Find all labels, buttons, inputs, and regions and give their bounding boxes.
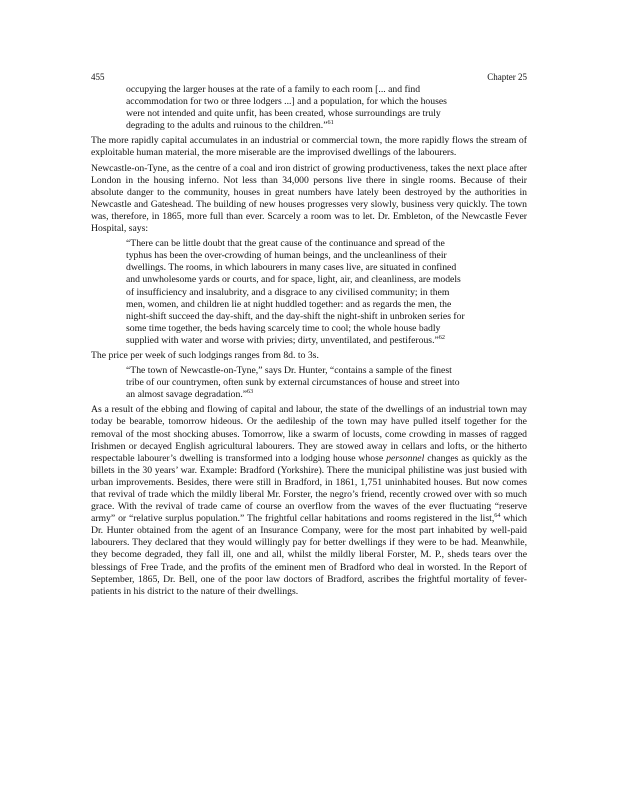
block-quote-2 — [126, 238, 466, 347]
paragraph-3-text: The price per week of such lodgings ranges from 8d. to 3s. — [91, 349, 319, 361]
paragraph-4-text-b: changes as quickly as the billets in the 30 years’ war. Example: Bradford (Yorkshire). There the municipal philistine was just busied with urban improvements. Besides, there were still in Bradford, in 1861, 1,751 uninhabited houses. But now comes that revival of trade which the mildly liberal Mr. Forster, the negro’s friend, recently crowed over with so much grace. With the revival of trade came of course an overflow from the waves of the ever fluctuating “reserve army” or “relative surplus population.” The frightful cellar habitations and rooms registered in the list, — [91, 452, 528, 525]
emphasis-personnel: personnel — [386, 452, 425, 464]
page-header — [91, 72, 527, 83]
footnote-marker-63[interactable]: 63 — [247, 388, 254, 396]
block-quote-3-text: “The town of Newcastle-on-Tyne,” says Dr. Hunter, “contains a sample of the finest tribe of our countrymen, often sunk by external circumstances of house and street into an almost savage degradation.” — [126, 365, 460, 401]
paragraph-4-text-a: As a result of the ebbing and flowing of capital and labour, the state of the dwellings of an industrial town may today be bearable, tomorrow hideous. Or the aedileship of the town may have pulled itself together for the removal of the most shocking abuses. Tomorrow, like a swarm of locusts, come crowding in masses of ragged Irishmen or decayed English agricultural labourers. They are stowed away in cellars and lofts, or the hitherto respectable labourer’s dwelling is transformed into a lodging house whose — [91, 404, 527, 464]
paragraph-1 — [91, 135, 527, 159]
chapter-title: Chapter 25 — [487, 72, 527, 82]
block-quote-1 — [126, 84, 466, 132]
paragraph-4 — [91, 404, 527, 598]
paragraph-3 — [91, 350, 527, 362]
document-page — [91, 72, 527, 601]
page-number: 455 — [91, 72, 105, 82]
block-quote-2-text: “There can be little doubt that the great cause of the continuance and spread of the typhus has been the over-crowding of human beings, and the uncleanliness of their dwellings. The rooms, in which labourers in many cases live, are situated in confined and unwholesome yards or courts, and for space, light, air, and cleanliness, are models of insufficiency and insalubrity, and a disgrace to any civilised community; in them men, women, and children lie at night huddled together: and as regards the men, the night-shift succeed the day-shift, and the day-shift the night-shift in unbroken series for some time together, the beds having scarcely time to cool; the whole house badly supplied with water and worse with privies; dirty, unventilated, and pestiferous.” — [126, 238, 465, 346]
paragraph-1-text: The more rapidly capital accumulates in an industrial or commercial town, the more rapidly flows the stream of exploitable human material, the more miserable are the improvised dwellings of the labourers. — [91, 135, 527, 159]
footnote-marker-61[interactable]: 61 — [327, 119, 334, 127]
block-quote-1-text: occupying the larger houses at the rate of a family to each room [... and find accommodation for two or three lodgers ...] and a population, for which the houses were not intended and quite unfit, has been created, whose surroundings are truly degrading to the adults and ruinous to the children.” — [126, 84, 447, 132]
paragraph-4-text-c: which Dr. Hunter obtained from the agent of an Insurance Company, were for the most part inhabited by well-paid labourers. They declared that they would willingly pay for better dwellings if they were to be had. Meanwhile, they become degraded, they fall ill, one and all, whilst the mildly liberal Forster, M. P., sheds tears over the blessings of Free Trade, and the profits of the eminent men of Bradford who deal in worsted. In the Report of September, 1865, Dr. Bell, one of the poor law doctors of Bradford, ascribes the frightful mortality of fever-patients in his district to the nature of their dwellings. — [91, 513, 527, 597]
block-quote-3 — [126, 365, 466, 401]
footnote-marker-62[interactable]: 62 — [438, 333, 445, 341]
footnote-marker-64[interactable]: 64 — [494, 511, 501, 519]
paragraph-2 — [91, 163, 527, 236]
paragraph-2-text: Newcastle-on-Tyne, as the centre of a coal and iron district of growing productiveness, takes the next place after London in the housing inferno. Not less than 34,000 persons live there in single rooms. Because of their absolute danger to the community, houses in great numbers have lately been destroyed by the authorities in Newcastle and Gateshead. The building of new houses progresses very slowly, business very quickly. The town was, therefore, in 1865, more full than ever. Scarcely a room was to let. Dr. Embleton, of the Newcastle Fever Hospital, says: — [91, 162, 527, 235]
